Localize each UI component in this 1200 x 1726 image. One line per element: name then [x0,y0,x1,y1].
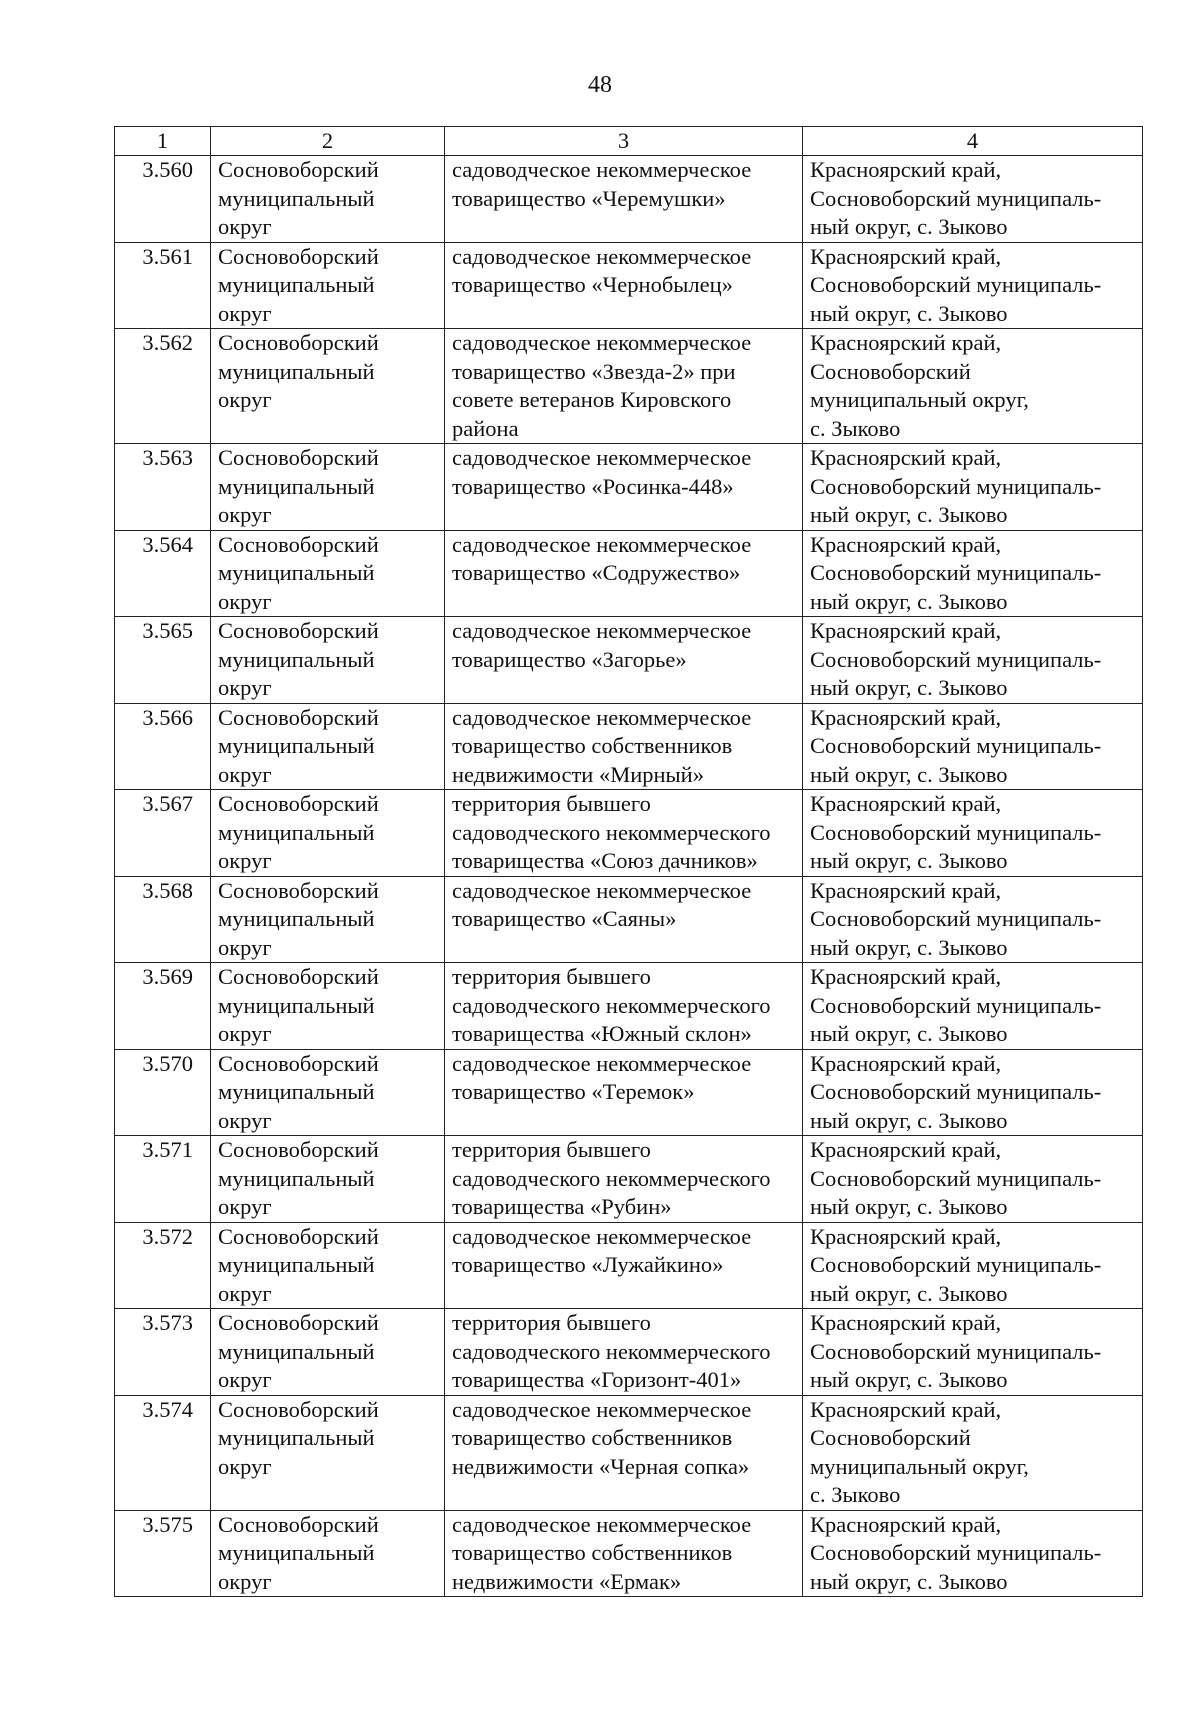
location-cell [803,444,1143,531]
organization-cell [445,1395,803,1510]
municipality-cell-line: округ [218,1453,272,1479]
location-cell [803,703,1143,790]
organization-cell-line: недвижимости «Ермак» [452,1568,682,1594]
location-cell-line: Красноярский край, [810,704,1002,730]
location-cell-line: Сосновоборский муниципаль- [810,1165,1102,1191]
column-header-4: 4 [803,127,1143,156]
location-cell-line: Красноярский край, [810,964,1002,989]
organization-cell [445,242,803,329]
municipality-cell-line: муниципальный [218,819,375,845]
table-row [115,1395,1143,1510]
municipality-cell-line: Сосновоборский [218,531,379,557]
municipality-cell-line: Сосновоборский [218,618,379,643]
organization-cell [445,1049,803,1136]
table-row [115,530,1143,617]
page-number: 48 [588,72,612,98]
location-cell-line: ный округ, с. Зыково [810,588,1008,614]
organization-cell [445,790,803,877]
location-cell-line: ный округ, с. Зыково [810,1021,1008,1046]
row-number: 3.571 [115,1136,211,1223]
organization-cell-line: садоводческого некоммерческого [452,819,771,845]
location-cell [803,876,1143,963]
location-cell-line: ный округ, с. Зыково [810,214,1008,239]
municipality-cell-line: округ [218,1021,272,1046]
table-body [115,156,1143,1597]
location-cell-line: ный округ, с. Зыково [810,1568,1008,1594]
municipality-cell [211,329,445,444]
location-cell-line: Сосновоборский муниципаль- [810,1540,1102,1565]
location-cell-line: Сосновоборский муниципаль- [810,646,1102,672]
location-cell-line: муниципальный округ, [810,1453,1029,1479]
table-row [115,1309,1143,1396]
location-cell-line: ный округ, с. Зыково [810,1367,1008,1392]
location-cell-line: Сосновоборский муниципаль- [810,272,1102,297]
organization-cell-line: территория бывшего [452,791,651,816]
organization-cell-line: садоводческое некоммерческое [452,157,752,182]
organization-cell [445,617,803,704]
organization-cell-line: садоводческого некоммерческого [452,1338,771,1364]
row-number: 3.563 [115,444,211,531]
location-cell [803,1309,1143,1396]
municipality-cell-line: округ [218,588,272,614]
organization-cell-line: совете ветеранов Кировского [452,387,732,412]
municipality-cell-line: округ [218,1280,272,1306]
municipality-cell-line: Сосновоборский [218,964,379,989]
municipality-cell-line: Сосновоборский [218,791,379,816]
municipality-cell-line: округ [218,1568,272,1594]
organization-cell-line: товарищества «Союз дачников» [452,848,758,873]
municipality-cell-line: муниципальный [218,185,375,211]
location-cell-line: ный округ, с. Зыково [810,675,1008,700]
organization-cell-line: садоводческое некоммерческое [452,618,752,643]
location-cell-line: Сосновоборский [810,358,971,384]
organization-cell-line: садоводческое некоммерческое [452,704,752,730]
organization-cell-line: садоводческое некоммерческое [452,877,752,903]
municipality-cell-line: округ [218,1194,272,1219]
row-number: 3.568 [115,876,211,963]
location-cell-line: Сосновоборский [810,1425,971,1450]
municipality-cell-line: муниципальный [218,560,375,585]
table-row [115,1510,1143,1597]
table-row [115,1222,1143,1309]
column-header-3: 3 [445,127,803,156]
municipality-cell [211,1222,445,1309]
location-cell [803,329,1143,444]
location-cell [803,1510,1143,1597]
location-cell-line: муниципальный округ, [810,387,1029,412]
location-cell [803,1136,1143,1223]
location-cell-line: Красноярский край, [810,877,1002,903]
organization-cell [445,156,803,243]
organization-cell-line: садоводческое некоммерческое [452,1511,752,1537]
organization-cell-line: товарищество собственников [452,1425,733,1450]
municipality-cell-line: Сосновоборский [218,1396,379,1422]
organization-cell-line: товарищество «Лужайкино» [452,1252,724,1277]
table-row [115,1049,1143,1136]
organization-cell [445,444,803,531]
organization-cell-line: товарищества «Рубин» [452,1194,672,1219]
municipality-cell-line: Сосновоборский [218,330,379,355]
municipality-cell [211,876,445,963]
organization-cell [445,703,803,790]
table-row [115,156,1143,243]
organization-cell-line: товарищество собственников [452,733,733,758]
location-cell-line: Красноярский край, [810,1050,1002,1076]
municipality-cell-line: муниципальный [218,733,375,758]
location-cell-line: Сосновоборский муниципаль- [810,819,1102,845]
table-row [115,876,1143,963]
municipality-cell [211,703,445,790]
municipality-cell-line: округ [218,848,272,873]
location-cell-line: Сосновоборский муниципаль- [810,1338,1102,1364]
location-cell-line: ный округ, с. Зыково [810,761,1008,787]
municipality-cell [211,1510,445,1597]
municipality-cell [211,1049,445,1136]
location-cell [803,156,1143,243]
organization-cell-line: садоводческое некоммерческое [452,243,752,269]
location-cell [803,617,1143,704]
municipality-cell-line: Сосновоборский [218,704,379,730]
municipality-cell-line: Сосновоборский [218,877,379,903]
row-number: 3.565 [115,617,211,704]
municipality-cell-line: округ [218,214,272,239]
organization-cell-line: района [452,415,519,441]
row-number: 3.575 [115,1510,211,1597]
location-cell-line: ный округ, с. Зыково [810,300,1008,326]
municipality-cell [211,963,445,1050]
organization-cell-line: товарищества «Южный склон» [452,1021,752,1046]
organization-cell-line: товарищество «Чернобылец» [452,272,733,297]
row-number: 3.560 [115,156,211,243]
municipality-cell [211,156,445,243]
location-cell-line: Красноярский край, [810,243,1002,269]
location-cell-line: ный округ, с. Зыково [810,1107,1008,1133]
municipality-cell-line: муниципальный [218,1165,375,1191]
organization-cell [445,1510,803,1597]
location-cell-line: Красноярский край, [810,531,1002,557]
municipality-cell-line: муниципальный [218,1540,375,1565]
municipality-cell-line: округ [218,675,272,700]
location-cell-line: ный округ, с. Зыково [810,1194,1008,1219]
location-cell [803,242,1143,329]
organization-cell-line: товарищество «Саяны» [452,906,677,931]
organization-cell-line: территория бывшего [452,964,651,989]
row-number: 3.562 [115,329,211,444]
organization-cell [445,329,803,444]
organization-cell-line: садоводческое некоммерческое [452,445,752,470]
organization-cell-line: товарищество собственников [452,1540,733,1565]
organization-cell-line: садоводческого некоммерческого [452,1165,771,1191]
location-cell-line: Сосновоборский муниципаль- [810,185,1102,211]
row-number: 3.564 [115,530,211,617]
organization-cell-line: товарищество «Содружество» [452,560,741,585]
municipality-cell-line: муниципальный [218,1425,375,1450]
municipality-cell-line: Сосновоборский [218,1310,379,1335]
location-cell-line: Красноярский край, [810,157,1002,182]
organization-cell-line: товарищества «Горизонт-401» [452,1367,742,1392]
location-cell [803,1049,1143,1136]
organization-cell-line: товарищество «Росинка-448» [452,473,734,499]
location-cell-line: Сосновоборский муниципаль- [810,560,1102,585]
municipality-cell-line: округ [218,300,272,326]
municipality-cell [211,1136,445,1223]
location-cell [803,1222,1143,1309]
organization-cell-line: садоводческое некоммерческое [452,1223,752,1249]
location-cell [803,790,1143,877]
municipality-cell-line: муниципальный [218,473,375,499]
table-header-row [115,127,1143,156]
municipality-cell-line: муниципальный [218,272,375,297]
organization-cell-line: товарищество «Черемушки» [452,185,726,211]
municipality-cell-line: округ [218,761,272,787]
table-row [115,703,1143,790]
location-cell-line: Сосновоборский муниципаль- [810,906,1102,931]
organization-cell-line: садоводческое некоммерческое [452,1396,752,1422]
municipality-cell-line: Сосновоборский [218,1511,379,1537]
organization-cell [445,1136,803,1223]
organization-cell-line: недвижимости «Мирный» [452,761,704,787]
table-row [115,1136,1143,1223]
organization-cell-line: товарищество «Звезда-2» при [452,358,736,384]
municipality-cell [211,790,445,877]
location-cell-line: Красноярский край, [810,330,1002,355]
location-cell-line: ный округ, с. Зыково [810,848,1008,873]
municipality-cell-line: Сосновоборский [218,1223,379,1249]
row-number: 3.573 [115,1309,211,1396]
organization-cell-line: садоводческое некоммерческое [452,1050,752,1076]
municipality-cell [211,242,445,329]
row-number: 3.561 [115,242,211,329]
table-row [115,963,1143,1050]
table-row [115,790,1143,877]
municipality-cell-line: округ [218,1107,272,1133]
organization-cell-line: товарищество «Загорье» [452,646,687,672]
municipality-cell-line: Сосновоборский [218,445,379,470]
municipality-cell [211,530,445,617]
table-row [115,329,1143,444]
location-cell-line: Красноярский край, [810,791,1002,816]
column-header-1: 1 [115,127,211,156]
location-cell [803,963,1143,1050]
municipality-cell-line: муниципальный [218,358,375,384]
table-row [115,242,1143,329]
municipality-cell [211,617,445,704]
municipality-cell-line: муниципальный [218,992,375,1018]
municipality-cell-line: муниципальный [218,906,375,931]
column-header-2: 2 [211,127,445,156]
municipality-cell-line: муниципальный [218,646,375,672]
row-number: 3.570 [115,1049,211,1136]
municipality-cell-line: Сосновоборский [218,243,379,269]
location-cell-line: с. Зыково [810,1482,901,1507]
organization-cell-line: садоводческого некоммерческого [452,992,771,1018]
row-number: 3.574 [115,1395,211,1510]
location-cell-line: Красноярский край, [810,1310,1002,1335]
organization-cell-line: товарищество «Теремок» [452,1079,695,1104]
municipality-cell-line: муниципальный [218,1252,375,1277]
location-cell-line: Красноярский край, [810,1396,1002,1422]
municipality-cell-line: округ [218,1367,272,1392]
municipality-cell-line: Сосновоборский [218,1050,379,1076]
organization-cell-line: территория бывшего [452,1137,651,1162]
location-cell-line: ный округ, с. Зыково [810,1280,1008,1306]
organization-cell-line: территория бывшего [452,1310,651,1335]
table-row [115,444,1143,531]
organization-cell [445,963,803,1050]
location-cell-line: Красноярский край, [810,1511,1002,1537]
location-cell-line: Красноярский край, [810,445,1002,470]
municipality-cell-line: Сосновоборский [218,1137,379,1162]
organization-cell-line: недвижимости «Черная сопка» [452,1453,750,1479]
row-number: 3.572 [115,1222,211,1309]
location-cell-line: Красноярский край, [810,1223,1002,1249]
organization-cell-line: садоводческое некоммерческое [452,531,752,557]
location-cell-line: Красноярский край, [810,618,1002,643]
location-cell-line: Сосновоборский муниципаль- [810,473,1102,499]
municipality-cell-line: Сосновоборский [218,157,379,182]
location-cell [803,1395,1143,1510]
row-number: 3.566 [115,703,211,790]
location-cell-line: с. Зыково [810,415,901,441]
row-number: 3.569 [115,963,211,1050]
location-cell-line: ный округ, с. Зыково [810,934,1008,960]
location-cell-line: Красноярский край, [810,1137,1002,1162]
row-number: 3.567 [115,790,211,877]
organization-cell [445,530,803,617]
municipality-cell-line: муниципальный [218,1338,375,1364]
organization-cell-line: садоводческое некоммерческое [452,330,752,355]
municipality-cell [211,1309,445,1396]
municipality-cell [211,444,445,531]
municipality-cell-line: округ [218,387,272,412]
municipality-cell [211,1395,445,1510]
municipality-cell-line: муниципальный [218,1079,375,1104]
table-row [115,617,1143,704]
organization-cell [445,1309,803,1396]
organization-cell [445,876,803,963]
organization-cell [445,1222,803,1309]
location-cell-line: Сосновоборский муниципаль- [810,1252,1102,1277]
registry-table [114,126,1143,1597]
municipality-cell-line: округ [218,502,272,527]
location-cell-line: Сосновоборский муниципаль- [810,733,1102,758]
location-cell-line: ный округ, с. Зыково [810,502,1008,527]
location-cell-line: Сосновоборский муниципаль- [810,992,1102,1018]
municipality-cell-line: округ [218,934,272,960]
location-cell-line: Сосновоборский муниципаль- [810,1079,1102,1104]
location-cell [803,530,1143,617]
